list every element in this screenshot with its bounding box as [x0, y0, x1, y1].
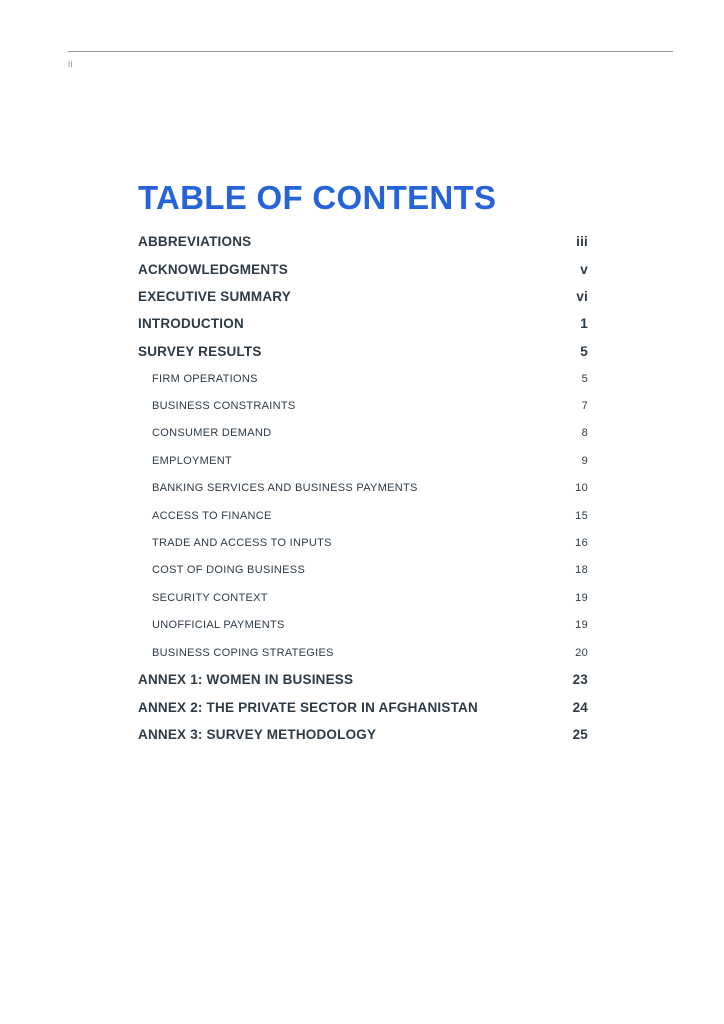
toc-entry-page: iii [576, 234, 588, 250]
toc-entry-label: ABBREVIATIONS [138, 234, 252, 250]
toc-subentry-trade-and-inputs[interactable] [138, 529, 588, 556]
toc-entry-label: BANKING SERVICES AND BUSINESS PAYMENTS [152, 482, 418, 495]
toc-entry-page: 5 [581, 372, 588, 385]
toc-entry-page: 20 [575, 646, 588, 659]
toc-entry-label: ANNEX 3: SURVEY METHODOLOGY [138, 727, 377, 743]
toc-subentry-cost-of-doing-business[interactable] [138, 557, 588, 584]
toc-entry-page: 7 [581, 400, 588, 413]
toc-subentry-consumer-demand[interactable] [138, 420, 588, 447]
toc-entry-label: SECURITY CONTEXT [152, 591, 268, 604]
toc-entry-page: 5 [580, 343, 588, 359]
toc-entry-executive-summary[interactable] [138, 283, 588, 310]
toc-entry-page: 19 [575, 591, 588, 604]
toc-entry-label: BUSINESS COPING STRATEGIES [152, 646, 334, 659]
toc-entry-page: vi [576, 288, 588, 304]
toc-entry-label: ANNEX 1: WOMEN IN BUSINESS [138, 672, 354, 688]
toc-entry-page: 1 [580, 316, 588, 332]
toc-subentry-firm-operations[interactable] [138, 365, 588, 392]
toc-entry-label: ANNEX 2: THE PRIVATE SECTOR IN AFGHANISTAN [138, 699, 478, 715]
toc-entry-page: 19 [575, 619, 588, 632]
toc-title: TABLE OF CONTENTS [138, 179, 497, 216]
toc-entry-annex-1[interactable] [138, 666, 588, 693]
toc-entry-label: TRADE AND ACCESS TO INPUTS [152, 536, 332, 549]
toc-entry-label: EMPLOYMENT [152, 454, 233, 467]
toc-entry-annex-3[interactable] [138, 721, 588, 748]
toc-subentry-employment[interactable] [138, 447, 588, 474]
toc-entry-label: UNOFFICIAL PAYMENTS [152, 619, 285, 632]
toc-entry-label: CONSUMER DEMAND [152, 427, 272, 440]
toc-subentry-security-context[interactable] [138, 584, 588, 611]
toc-entry-label: BUSINESS CONSTRAINTS [152, 400, 296, 413]
toc-entry-label: INTRODUCTION [138, 316, 244, 332]
toc-subentry-business-constraints[interactable] [138, 392, 588, 419]
toc-entry-page: 15 [575, 509, 588, 522]
toc-entry-page: 9 [581, 454, 588, 467]
toc-entry-page: 25 [572, 727, 588, 743]
toc-entry-acknowledgments[interactable] [138, 255, 588, 282]
toc-subentry-coping-strategies[interactable] [138, 639, 588, 666]
toc-entry-page: 24 [572, 699, 588, 715]
toc-entry-page: 23 [572, 672, 588, 688]
toc-entry-page: 16 [575, 536, 588, 549]
toc-subentry-banking-services[interactable] [138, 475, 588, 502]
toc-entry-page: 18 [575, 564, 588, 577]
page-number: ii [68, 59, 73, 69]
toc-entry-label: EXECUTIVE SUMMARY [138, 288, 291, 304]
toc-entry-page: v [580, 261, 588, 277]
toc-entry-survey-results[interactable] [138, 338, 588, 365]
toc-entry-label: ACKNOWLEDGMENTS [138, 261, 288, 277]
toc-subentry-access-to-finance[interactable] [138, 502, 588, 529]
toc-entry-label: SURVEY RESULTS [138, 343, 262, 359]
toc-list [138, 228, 588, 748]
header-rule [68, 51, 673, 52]
toc-entry-label: COST OF DOING BUSINESS [152, 564, 306, 577]
toc-entry-abbreviations[interactable] [138, 228, 588, 255]
toc-entry-page: 8 [581, 427, 588, 440]
toc-subentry-unofficial-payments[interactable] [138, 611, 588, 638]
toc-entry-page: 10 [575, 482, 588, 495]
toc-entry-label: ACCESS TO FINANCE [152, 509, 272, 522]
toc-entry-annex-2[interactable] [138, 694, 588, 721]
toc-entry-introduction[interactable] [138, 310, 588, 337]
toc-entry-label: FIRM OPERATIONS [152, 372, 258, 385]
